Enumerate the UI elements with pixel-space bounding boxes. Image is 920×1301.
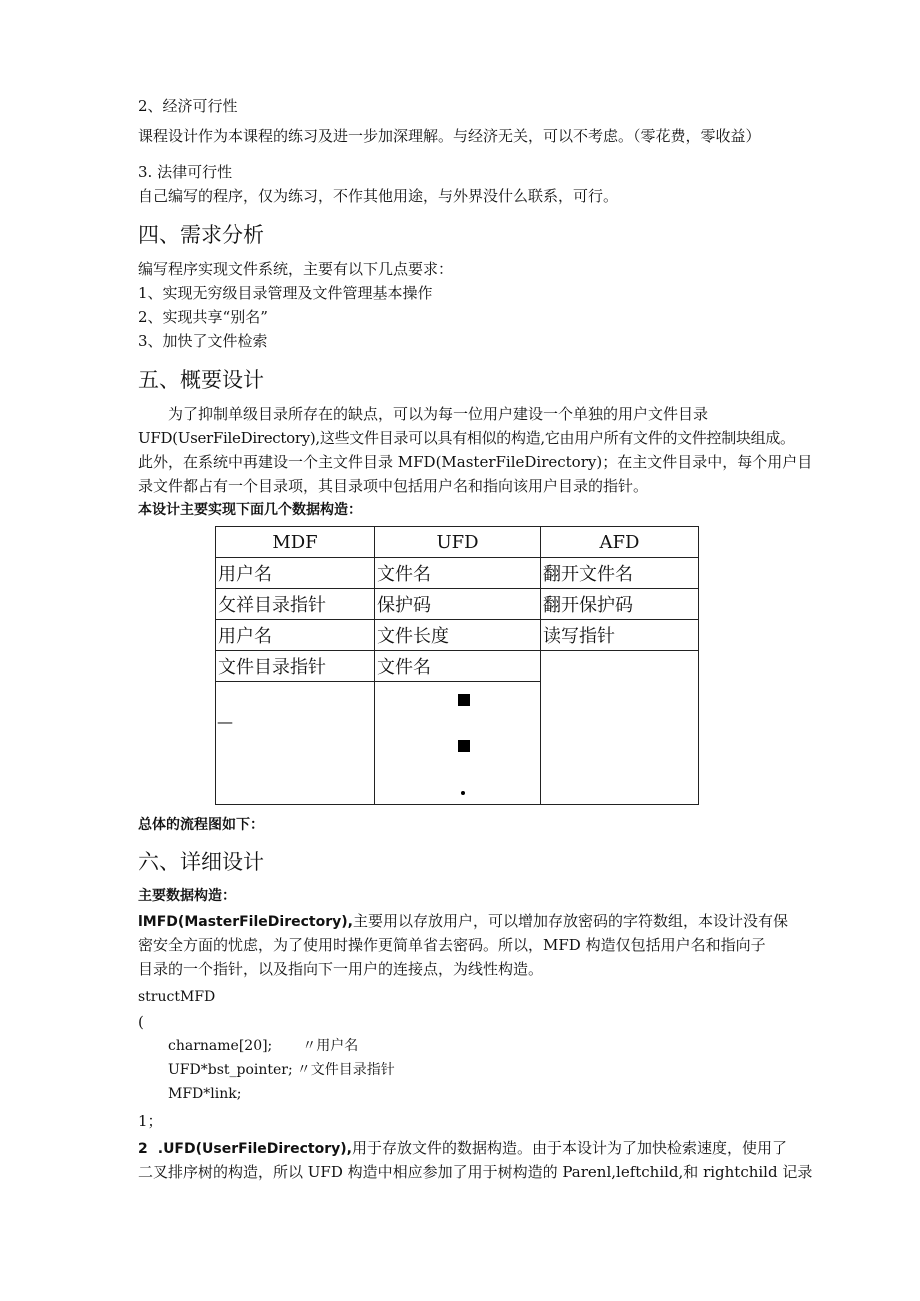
para-mfd-2: 密安全方面的忧虑，为了使用时操作更简单省去密码。所以，MFD 构造仅包括用户名和指向子 (138, 936, 766, 954)
data-structure-table (215, 526, 699, 805)
code-text: charname[20]; (168, 1038, 273, 1054)
para-mfd-3: 目录的一个指针，以及指向下一用户的连接点，为线性构造。 (138, 960, 544, 978)
table-header-cell: AFD (541, 527, 699, 558)
table-row (216, 620, 699, 651)
ellipsis-square-icon (458, 740, 470, 752)
code-text: UFD*bst_pointer; (168, 1062, 293, 1078)
label-main-structures: 主要数据构造： (138, 888, 236, 904)
code-line-name (168, 1036, 358, 1056)
line-economic-title: 2、经济可行性 (138, 97, 238, 115)
table-cell: 翻开保护码 (541, 589, 699, 620)
para-overview-1: 为了抑制单级目录所存在的缺点，可以为每一位用户建设一个单独的用户文件目录 (168, 405, 709, 423)
code-comment: 〃用户名 (302, 1038, 359, 1054)
heading-overview: 五、概要设计 (138, 368, 264, 392)
table-cell-empty (216, 682, 375, 805)
table-cell: 翻开文件名 (541, 558, 699, 589)
para-mfd-1 (138, 911, 788, 932)
para-ufd-2: 二叉排序树的构造，所以 UFD 构造中相应参加了用于树构造的 Parenl,leftchild,和 rightchild 记录 (138, 1163, 813, 1181)
code-close-brace: 1； (138, 1112, 163, 1130)
ellipsis-square-icon (458, 694, 470, 706)
para-overview-2: UFD(UserFileDirectory),这些文件目录可以具有相似的构造,它由用户所有文件的文件控制块组成。 (138, 429, 795, 447)
line-legal-title: 3. 法律可行性 (138, 163, 233, 181)
table-cell: 文件长度 (375, 620, 541, 651)
code-comment: 〃文件目录指针 (296, 1062, 395, 1078)
mfd-text: 主要用以存放用户，可以增加存放密码的字符数组，本设计没有保 (352, 912, 788, 930)
table-cell: 用户名 (216, 620, 375, 651)
table-row (216, 589, 699, 620)
table-dash: — (217, 712, 233, 731)
line-req-2: 2、实现共享“别名” (138, 308, 268, 326)
ellipsis-dot-icon (461, 791, 465, 795)
table-row (216, 558, 699, 589)
ufd-text: 用于存放文件的数据构造。由于本设计为了加快检索速度，使用了 (351, 1139, 787, 1157)
heading-detailed-design: 六、详细设计 (138, 850, 264, 874)
para-overview-3: 此外，在系统中再建设一个主文件目录 MFD(MasterFileDirectory)；在主文件目录中，每个用户目 (138, 453, 813, 471)
ufd-bold-term: .UFD(UserFileDirectory), (157, 1141, 352, 1157)
line-legal-body: 自己编写的程序，仅为练习，不作其他用途，与外界没什么联系，可行。 (138, 187, 619, 205)
line-economic-body: 课程设计作为本课程的练习及进一步加深理解。与经济无关，可以不考虑。（零花费，零收益） (138, 127, 761, 145)
code-open-brace: ( (138, 1013, 144, 1031)
code-line-pointer (168, 1060, 395, 1080)
table-cell: 攵祥目录指针 (216, 589, 375, 620)
line-req-3: 3、加快了文件检索 (138, 332, 268, 350)
label-data-structures: 本设计主要实现下面几个数据构造： (138, 502, 362, 518)
table-cell: 用户名 (216, 558, 375, 589)
table-cell: 保护码 (375, 589, 541, 620)
table-header-cell: UFD (375, 527, 541, 558)
code-struct-name: structMFD (138, 989, 216, 1005)
para-overview-4: 录文件都占有一个目录项，其目录项中包括用户名和指向该用户目录的指针。 (138, 477, 649, 495)
line-req-1: 1、实现无穷级目录管理及文件管理基本操作 (138, 284, 433, 302)
heading-requirements: 四、需求分析 (138, 223, 264, 247)
table-cell: 文件名 (375, 558, 541, 589)
table-header-row (216, 527, 699, 558)
mfd-bold-term: lMFD(MasterFileDirectory), (138, 914, 353, 930)
para-ufd-1 (138, 1138, 787, 1159)
table-cell: 文件名 (375, 651, 541, 682)
table-cell: 读写指针 (541, 620, 699, 651)
table-row (216, 651, 699, 682)
ufd-number: 2 (138, 1141, 148, 1157)
label-flowchart: 总体的流程图如下： (138, 817, 264, 833)
table-cell-empty (541, 651, 699, 805)
line-req-intro: 编写程序实现文件系统，主要有以下几点要求： (138, 260, 454, 278)
table-cell: 文件目录指针 (216, 651, 375, 682)
code-line-link: MFD*link; (168, 1086, 242, 1102)
table-header-cell: MDF (216, 527, 375, 558)
